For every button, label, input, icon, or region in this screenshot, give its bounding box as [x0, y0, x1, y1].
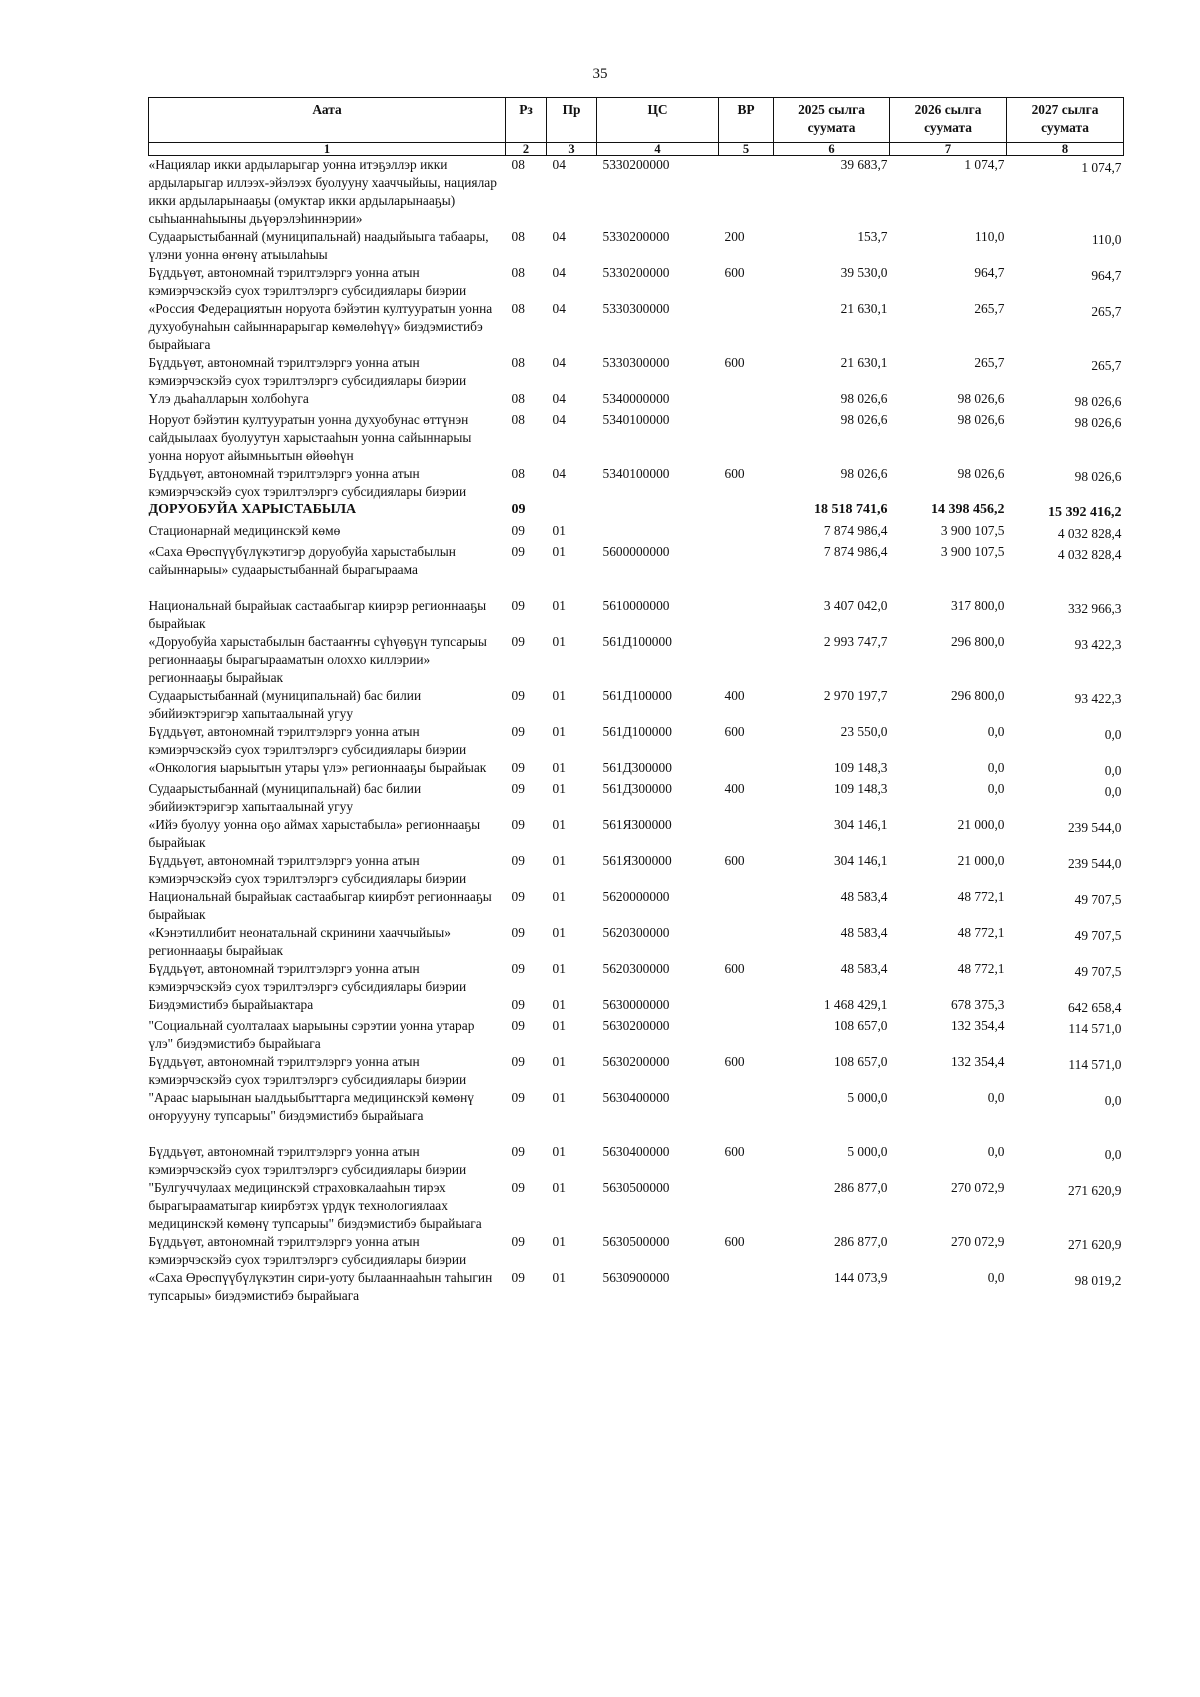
row-rz: 08: [511, 391, 525, 406]
table-row: [149, 1053, 1124, 1089]
row-value-2025: 98 026,6: [840, 412, 888, 427]
row-name: Үлэ дьаһалларын холбоһуга: [148, 391, 309, 406]
row-cs: 561Я300000: [602, 817, 672, 832]
row-value-2025: 48 583,4: [840, 889, 888, 904]
row-value-2025: 304 146,1: [833, 853, 888, 868]
row-cs: 561Я300000: [602, 853, 672, 868]
row-cs: 5340000000: [602, 391, 670, 406]
row-cs: 5330200000: [602, 157, 670, 172]
row-value-2027: 49 707,5: [1074, 928, 1122, 943]
row-name: «Кэнэтиллибит неонатальнай скринини хааччыйыы» регионнааҕы бырайыак: [148, 925, 451, 958]
table-row: [149, 390, 1124, 411]
row-name: Бүддьүөт, автономнай тэрилтэлэргэ уонна атын кэмиэрчэскэйэ суох тэрилтэлэргэ субсидиялары биэрии: [148, 265, 467, 298]
row-value-2027: 271 620,9: [1067, 1237, 1122, 1252]
row-value-2027: 15 392 416,2: [1048, 505, 1122, 520]
row-value-2026: 132 354,4: [950, 1018, 1005, 1033]
table-body: [149, 156, 1124, 1306]
row-value-2027: 98 026,6: [1074, 394, 1122, 409]
row-value-2027: 0,0: [1104, 784, 1122, 799]
row-vr: [719, 1179, 774, 1233]
row-name: «Саха Өрөспүүбүлүкэтин сири-уоту былааннааһын таһыгин тупсарыы» биэдэмистибэ бырайыага: [148, 1270, 493, 1303]
table-row: [149, 723, 1124, 759]
row-value-2025: 5 000,0: [847, 1090, 888, 1105]
column-number: 7: [890, 143, 1007, 156]
row-rz: 09: [511, 502, 526, 517]
row-value-2026: 98 026,6: [957, 391, 1005, 406]
row-cs: 5630900000: [602, 1270, 670, 1285]
row-value-2025: 48 583,4: [840, 925, 888, 940]
row-value-2026: 0,0: [987, 1090, 1005, 1105]
row-cs: 5630400000: [602, 1090, 670, 1105]
row-value-2027: 0,0: [1104, 1147, 1122, 1162]
budget-table: [148, 97, 1124, 1305]
table-row: [149, 1089, 1124, 1143]
row-value-2026: 3 900 107,5: [940, 544, 1005, 559]
table-row: [149, 411, 1124, 465]
table-row: [149, 888, 1124, 924]
row-value-2025: 108 657,0: [833, 1018, 888, 1033]
row-value-2025: 1 468 429,1: [823, 997, 888, 1012]
column-number: 3: [547, 143, 597, 156]
row-value-2027: 0,0: [1104, 1093, 1122, 1108]
budget-table-container: [148, 97, 1123, 1305]
row-rz: 09: [511, 523, 525, 538]
row-value-2025: 23 550,0: [840, 724, 888, 739]
row-value-2026: 270 072,9: [950, 1234, 1005, 1249]
table-row: [149, 228, 1124, 264]
row-vr: [719, 1089, 774, 1143]
column-number: 4: [597, 143, 719, 156]
row-rz: 09: [511, 598, 525, 613]
row-vr: 600: [724, 1144, 745, 1159]
row-value-2027: 93 422,3: [1074, 691, 1122, 706]
row-name: «Саха Өрөспүүбүлүкэтигэр доруобуйа харыстабылын сайыннарыы» судаарыстыбаннай бырагыраама: [148, 544, 456, 577]
row-value-2027: 114 571,0: [1068, 1057, 1122, 1072]
row-value-2025: 98 026,6: [840, 391, 888, 406]
row-value-2027: 265,7: [1091, 358, 1122, 373]
row-value-2027: 0,0: [1104, 763, 1122, 778]
row-name: Судаарыстыбаннай (муниципальнай) бас билии эбийиэктэригэр хапытаалынай угуу: [148, 688, 422, 721]
row-cs: 5340100000: [602, 412, 670, 427]
row-vr: [719, 522, 774, 543]
row-pr: 01: [552, 1090, 566, 1105]
row-rz: 09: [511, 889, 525, 904]
row-vr: 600: [724, 1054, 745, 1069]
row-name: Бүддьүөт, автономнай тэрилтэлэргэ уонна атын кэмиэрчэскэйэ суох тэрилтэлэргэ субсидиялары биэрии: [148, 1054, 467, 1087]
row-cs: 561Д100000: [602, 688, 672, 703]
row-rz: 08: [511, 412, 525, 427]
row-vr: 600: [724, 265, 745, 280]
row-vr: [719, 996, 774, 1017]
row-name: «Ийэ буолуу уонна оҕо аймах харыстабыла» регионнааҕы бырайыак: [148, 817, 481, 850]
row-vr: [719, 1269, 774, 1305]
row-name: Национальнай бырайыак састаабыгар киирбэт регионнааҕы бырайыак: [148, 889, 492, 922]
row-value-2027: 114 571,0: [1068, 1021, 1122, 1036]
row-vr: [719, 597, 774, 633]
row-vr: [719, 816, 774, 852]
row-value-2025: 21 630,1: [840, 301, 888, 316]
row-value-2027: 239 544,0: [1067, 820, 1122, 835]
row-cs: 5630400000: [602, 1144, 670, 1159]
row-cs: 5630000000: [602, 997, 670, 1012]
row-value-2025: 48 583,4: [840, 961, 888, 976]
row-value-2026: 0,0: [987, 781, 1005, 796]
row-rz: 09: [511, 925, 525, 940]
row-rz: 09: [511, 853, 525, 868]
row-pr: 04: [552, 412, 566, 427]
row-value-2027: 98 026,6: [1074, 469, 1122, 484]
table-row: [149, 156, 1124, 229]
row-value-2026: 132 354,4: [950, 1054, 1005, 1069]
header-2026: 2026 сылга суумата: [890, 98, 1007, 143]
row-rz: 09: [511, 688, 525, 703]
row-value-2027: 4 032 828,4: [1057, 547, 1122, 562]
row-value-2027: 4 032 828,4: [1057, 526, 1122, 541]
row-cs: 5620300000: [602, 961, 670, 976]
row-value-2026: 98 026,6: [957, 412, 1005, 427]
row-value-2025: 304 146,1: [833, 817, 888, 832]
row-value-2027: 98 019,2: [1074, 1273, 1122, 1288]
row-cs: 5340100000: [602, 466, 670, 481]
row-rz: 08: [511, 466, 525, 481]
row-value-2026: 1 074,7: [964, 157, 1005, 172]
row-value-2026: 98 026,6: [957, 466, 1005, 481]
row-pr: 01: [552, 523, 566, 538]
row-value-2025: 98 026,6: [840, 466, 888, 481]
table-row: [149, 522, 1124, 543]
row-cs: 561Д100000: [602, 634, 672, 649]
row-value-2026: 3 900 107,5: [940, 523, 1005, 538]
row-pr: 01: [552, 781, 566, 796]
table-row: [149, 354, 1124, 390]
row-value-2027: 49 707,5: [1074, 892, 1122, 907]
table-row: [149, 1179, 1124, 1233]
row-vr: 600: [724, 961, 745, 976]
row-cs: 5330200000: [602, 265, 670, 280]
row-value-2027: 271 620,9: [1067, 1183, 1122, 1198]
table-row: [149, 264, 1124, 300]
row-value-2025: 7 874 986,4: [823, 544, 888, 559]
row-value-2025: 286 877,0: [833, 1234, 888, 1249]
row-cs: 5620300000: [602, 925, 670, 940]
row-rz: 09: [511, 781, 525, 796]
row-value-2026: 21 000,0: [957, 817, 1005, 832]
row-value-2026: 270 072,9: [950, 1180, 1005, 1195]
row-rz: 08: [511, 265, 525, 280]
row-pr: 01: [552, 925, 566, 940]
table-row: [149, 1143, 1124, 1179]
table-row: [149, 633, 1124, 687]
row-cs: [597, 501, 719, 522]
row-value-2025: 7 874 986,4: [823, 523, 888, 538]
row-value-2026: 48 772,1: [957, 889, 1005, 904]
table-row: [149, 501, 1124, 522]
row-name: Биэдэмистибэ бырайыактара: [148, 997, 314, 1012]
row-pr: [547, 501, 597, 522]
row-pr: 01: [552, 544, 566, 559]
row-value-2026: 317 800,0: [950, 598, 1005, 613]
row-vr: [719, 300, 774, 354]
column-number: 6: [774, 143, 890, 156]
table-row: [149, 1233, 1124, 1269]
row-vr: [719, 924, 774, 960]
row-name: Бүддьүөт, автономнай тэрилтэлэргэ уонна атын кэмиэрчэскэйэ суох тэрилтэлэргэ субсидиялары биэрии: [148, 1144, 467, 1177]
row-value-2025: 21 630,1: [840, 355, 888, 370]
row-value-2027: 98 026,6: [1074, 415, 1122, 430]
row-value-2027: 265,7: [1091, 304, 1122, 319]
row-value-2025: 2 970 197,7: [823, 688, 888, 703]
row-rz: 09: [511, 997, 525, 1012]
row-vr: 600: [724, 355, 745, 370]
row-value-2025: 286 877,0: [833, 1180, 888, 1195]
row-value-2025: 18 518 741,6: [814, 502, 888, 517]
row-value-2026: 0,0: [987, 1144, 1005, 1159]
table-row: [149, 996, 1124, 1017]
row-vr: [719, 759, 774, 780]
row-value-2025: 144 073,9: [833, 1270, 888, 1285]
row-cs: 5620000000: [602, 889, 670, 904]
header-cs: ЦС: [597, 98, 719, 143]
header-rz: Рз: [506, 98, 547, 143]
row-value-2026: 21 000,0: [957, 853, 1005, 868]
row-cs: 5630200000: [602, 1054, 670, 1069]
row-rz: 08: [511, 157, 525, 172]
row-rz: 09: [511, 544, 525, 559]
row-name: «Нациялар икки ардыларыгар уонна итэҕэллэр икки ардыларыгар иллээх-эйэлээх буолууну хааччыйыы, нациялар икки ардыларынааҕы (омуктар икки ардыларынааҕы) сыһыаннаһыыны дьүөрэлэһиннэрии»: [148, 157, 497, 226]
row-name: Бүддьүөт, автономнай тэрилтэлэргэ уонна атын кэмиэрчэскэйэ суох тэрилтэлэргэ субсидиялары биэрии: [148, 853, 467, 886]
row-rz: 09: [511, 1270, 525, 1285]
column-number: 5: [719, 143, 774, 156]
row-cs: 561Д300000: [602, 760, 672, 775]
row-name: «Россия Федерациятын норуота бэйэтин култууратын уонна духуобунаһын сайыннарарыгар көмөлөһүү» биэдэмистибэ бырайыага: [148, 301, 493, 352]
row-name: Национальнай бырайыак састаабыгар киирэр регионнааҕы бырайыак: [148, 598, 487, 631]
row-value-2026: 678 375,3: [950, 997, 1005, 1012]
table-row: [149, 597, 1124, 633]
row-vr: 600: [724, 853, 745, 868]
row-rz: 09: [511, 817, 525, 832]
row-vr: 200: [724, 229, 745, 244]
table-row: [149, 759, 1124, 780]
row-name: Бүддьүөт, автономнай тэрилтэлэргэ уонна атын кэмиэрчэскэйэ суох тэрилтэлэргэ субсидиялары биэрии: [148, 1234, 467, 1267]
row-rz: 09: [511, 634, 525, 649]
row-value-2026: 0,0: [987, 760, 1005, 775]
row-value-2026: 296 800,0: [950, 688, 1005, 703]
row-value-2025: 153,7: [857, 229, 888, 244]
row-rz: 09: [511, 1234, 525, 1249]
row-cs: 5610000000: [602, 598, 670, 613]
row-name: Судаарыстыбаннай (муниципальнай) наадыйыыга табаары, үлэни уонна өҥөнү атыылаһыы: [148, 229, 489, 262]
row-pr: 01: [552, 961, 566, 976]
row-pr: 04: [552, 157, 566, 172]
row-value-2027: 1 074,7: [1081, 160, 1122, 175]
row-vr: [719, 156, 774, 229]
table-header: [149, 98, 1124, 156]
row-rz: 08: [511, 355, 525, 370]
row-pr: 01: [552, 598, 566, 613]
row-pr: 04: [552, 466, 566, 481]
row-value-2027: 110,0: [1091, 232, 1122, 247]
row-value-2026: 14 398 456,2: [931, 502, 1005, 517]
row-value-2027: 332 966,3: [1067, 601, 1122, 616]
table-row: [149, 687, 1124, 723]
row-pr: 04: [552, 301, 566, 316]
row-pr: 01: [552, 634, 566, 649]
row-value-2027: 642 658,4: [1067, 1000, 1122, 1015]
row-value-2027: 964,7: [1091, 268, 1122, 283]
row-value-2025: 2 993 747,7: [823, 634, 888, 649]
row-cs: 5630500000: [602, 1180, 670, 1195]
row-name: "Булгуччулаах медицинскэй страховкалааһын тирэх бырагырааматыгар киирбэтэх үрдүк технологиялаах медицинскэй көмөнү тупсарыы" биэдэмистибэ бырайыага: [148, 1180, 482, 1231]
row-value-2027: 49 707,5: [1074, 964, 1122, 979]
row-value-2025: 39 683,7: [840, 157, 888, 172]
row-rz: 09: [511, 1180, 525, 1195]
row-value-2025: 108 657,0: [833, 1054, 888, 1069]
header-vr: ВР: [719, 98, 774, 143]
row-pr: 04: [552, 391, 566, 406]
row-rz: 09: [511, 961, 525, 976]
row-pr: 01: [552, 1144, 566, 1159]
table-row: [149, 300, 1124, 354]
header-2025: 2025 сылга суумата: [774, 98, 890, 143]
row-pr: 01: [552, 853, 566, 868]
row-value-2026: 0,0: [987, 724, 1005, 739]
row-cs: 561Д300000: [602, 781, 672, 796]
row-pr: 01: [552, 1054, 566, 1069]
row-cs: 5330200000: [602, 229, 670, 244]
row-vr: 400: [724, 688, 745, 703]
row-name: Судаарыстыбаннай (муниципальнай) бас билии эбийиэктэригэр хапытаалынай угуу: [148, 781, 422, 814]
row-name: Бүддьүөт, автономнай тэрилтэлэргэ уонна атын кэмиэрчэскэйэ суох тэрилтэлэргэ субсидиялары биэрии: [148, 961, 467, 994]
row-cs: 5330300000: [602, 355, 670, 370]
row-value-2025: 39 530,0: [840, 265, 888, 280]
row-vr: [719, 390, 774, 411]
row-value-2025: 5 000,0: [847, 1144, 888, 1159]
row-rz: 09: [511, 1054, 525, 1069]
row-rz: 09: [511, 1144, 525, 1159]
row-pr: 01: [552, 724, 566, 739]
row-pr: 01: [552, 1234, 566, 1249]
row-vr: 600: [724, 724, 745, 739]
row-pr: 01: [552, 817, 566, 832]
row-cs: 5630500000: [602, 1234, 670, 1249]
row-value-2026: 48 772,1: [957, 961, 1005, 976]
row-rz: 08: [511, 229, 525, 244]
row-name: Бүддьүөт, автономнай тэрилтэлэргэ уонна атын кэмиэрчэскэйэ суох тэрилтэлэргэ субсидиялары биэрии: [148, 355, 467, 388]
row-pr: 01: [552, 997, 566, 1012]
row-pr: 01: [552, 1270, 566, 1285]
column-number: 2: [506, 143, 547, 156]
column-number: 1: [149, 143, 506, 156]
row-value-2026: 964,7: [974, 265, 1005, 280]
row-vr: [719, 633, 774, 687]
row-value-2025: 3 407 042,0: [823, 598, 888, 613]
row-value-2027: 93 422,3: [1074, 637, 1122, 652]
table-row: [149, 1269, 1124, 1305]
row-name: Стационарнай медицинскэй көмө: [148, 523, 341, 538]
row-value-2026: 48 772,1: [957, 925, 1005, 940]
row-vr: [719, 501, 774, 522]
row-pr: 01: [552, 889, 566, 904]
row-cs: 5630200000: [602, 1018, 670, 1033]
row-value-2026: 296 800,0: [950, 634, 1005, 649]
table-row: [149, 924, 1124, 960]
table-row: [149, 960, 1124, 996]
table-row: [149, 1017, 1124, 1053]
row-pr: 01: [552, 1180, 566, 1195]
row-value-2026: 0,0: [987, 1270, 1005, 1285]
row-value-2026: 265,7: [974, 301, 1005, 316]
row-vr: 600: [724, 466, 745, 481]
row-cs: 5330300000: [602, 301, 670, 316]
row-value-2026: 110,0: [974, 229, 1005, 244]
row-rz: 08: [511, 301, 525, 316]
row-cs: [597, 522, 719, 543]
row-name: Бүддьүөт, автономнай тэрилтэлэргэ уонна атын кэмиэрчэскэйэ суох тэрилтэлэргэ субсидиялары биэрии: [148, 466, 467, 499]
row-vr: 400: [724, 781, 745, 796]
row-name: "Социальнай суолталаах ыарыыны сэрэтии уонна утарар үлэ" биэдэмистибэ бырайыага: [148, 1018, 475, 1051]
header-name: Аата: [149, 98, 506, 143]
header-2027: 2027 сылга суумата: [1007, 98, 1124, 143]
row-vr: [719, 543, 774, 597]
table-row: [149, 543, 1124, 597]
row-rz: 09: [511, 724, 525, 739]
table-row: [149, 852, 1124, 888]
row-pr: 04: [552, 265, 566, 280]
row-value-2027: 0,0: [1104, 727, 1122, 742]
row-name: Норуот бэйэтин култууратын уонна духуобунас өттүнэн сайдыылаах буолуутун харыстааһын уонна сайыннарыы уонна норуот айымньытын өйөөһүн: [148, 412, 472, 463]
row-value-2025: 109 148,3: [833, 781, 888, 796]
row-vr: [719, 1017, 774, 1053]
table-row: [149, 780, 1124, 816]
table-row: [149, 816, 1124, 852]
row-name: «Доруобуйа харыстабылын бастааҥҥы сүһүөҕүн тупсарыы регионнааҕы бырагыраамaтын олоххо киллэрии» регионнааҕы бырайыак: [148, 634, 487, 685]
row-pr: 01: [552, 688, 566, 703]
row-value-2026: 265,7: [974, 355, 1005, 370]
row-rz: 09: [511, 1090, 525, 1105]
row-name: "Араас ыарыынан ыалдьыбыттарга медицинскэй көмөнү оҥоруууну тупсарыы" биэдэмистибэ бырайыага: [148, 1090, 475, 1123]
row-rz: 09: [511, 760, 525, 775]
row-pr: 01: [552, 1018, 566, 1033]
row-vr: [719, 411, 774, 465]
column-number: 8: [1007, 143, 1124, 156]
row-pr: 04: [552, 229, 566, 244]
row-cs: 561Д100000: [602, 724, 672, 739]
row-value-2027: 239 544,0: [1067, 856, 1122, 871]
page-number: 35: [592, 66, 608, 82]
row-name: Бүддьүөт, автономнай тэрилтэлэргэ уонна атын кэмиэрчэскэйэ суох тэрилтэлэргэ субсидиялары биэрии: [148, 724, 467, 757]
row-vr: 600: [724, 1234, 745, 1249]
row-name: ДОРУОБУЙА ХАРЫСТАБЫЛА: [148, 502, 357, 517]
row-pr: 01: [552, 760, 566, 775]
row-pr: 04: [552, 355, 566, 370]
row-vr: [719, 888, 774, 924]
row-value-2025: 109 148,3: [833, 760, 888, 775]
table-row: [149, 465, 1124, 501]
row-cs: 5600000000: [602, 544, 670, 559]
row-rz: 09: [511, 1018, 525, 1033]
row-name: «Онкология ыарыытын утары үлэ» регионнааҕы бырайыак: [148, 760, 487, 775]
header-pr: Пр: [547, 98, 597, 143]
